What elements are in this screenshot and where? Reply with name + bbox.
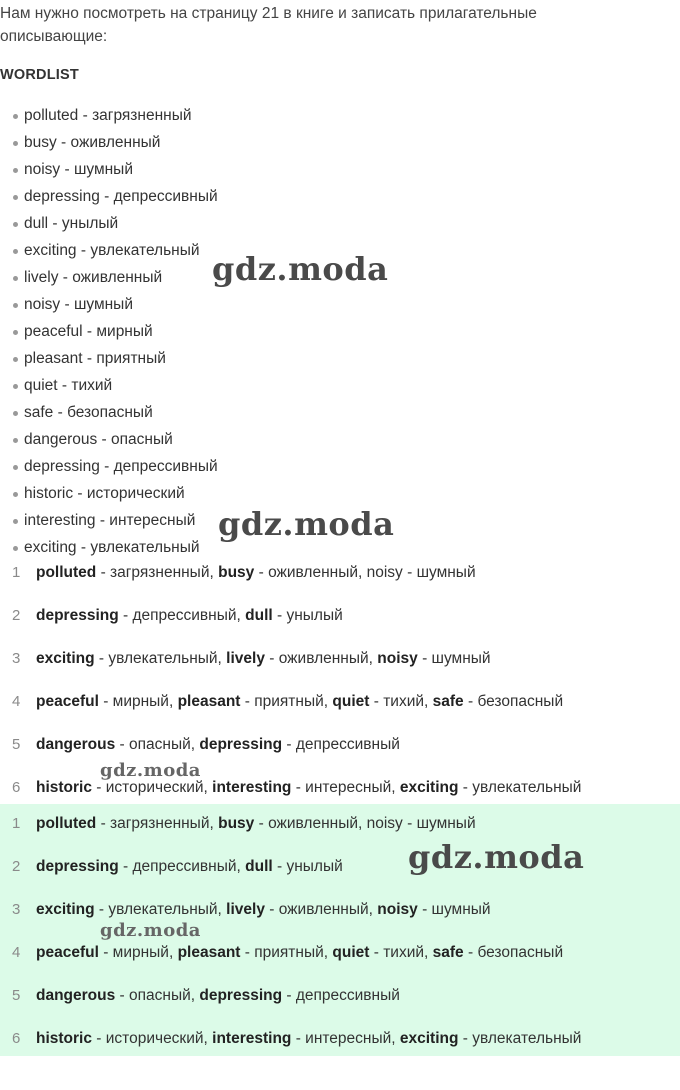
answer-translation: - приятный,	[240, 693, 333, 710]
answer-word: exciting	[399, 1030, 459, 1047]
watermark: gdz.moda	[212, 250, 389, 288]
wordlist-item	[0, 237, 218, 264]
wordlist-heading: WORDLIST	[0, 67, 79, 83]
answer-text	[36, 563, 476, 583]
answer-word: historic	[36, 779, 92, 796]
bullet-icon	[13, 492, 18, 497]
answer-word: quiet	[332, 944, 370, 961]
bullet-icon	[13, 411, 18, 416]
bullet-icon	[13, 546, 18, 551]
answer-word: lively	[226, 901, 265, 918]
answer-word: exciting	[399, 779, 459, 796]
answer-text	[36, 857, 343, 877]
watermark: gdz.moda	[100, 760, 201, 781]
answer-word: noisy	[377, 650, 418, 667]
wordlist-item	[0, 318, 218, 345]
watermark: gdz.moda	[100, 920, 201, 941]
answer-word: safe	[432, 944, 464, 961]
answer-translation: - оживленный, noisy - шумный	[254, 564, 476, 581]
answer-translation: - опасный,	[115, 987, 200, 1004]
answer-number: 6	[12, 1030, 21, 1047]
answer-number: 5	[12, 987, 21, 1004]
answer-text	[36, 814, 476, 834]
wordlist-item	[0, 372, 218, 399]
bullet-icon	[13, 276, 18, 281]
bullet-icon	[13, 330, 18, 335]
answer-word: safe	[432, 693, 464, 710]
wordlist-item	[0, 210, 218, 237]
answer-number: 3	[12, 901, 21, 918]
answer-translation: - депрессивный	[282, 987, 400, 1004]
wordlist-item-text: interesting - интересный	[24, 512, 196, 529]
wordlist-item-text: noisy - шумный	[24, 296, 133, 313]
wordlist-item-text: pleasant - приятный	[24, 350, 166, 367]
wordlist-item	[0, 264, 218, 291]
wordlist-item	[0, 129, 218, 156]
answer-translation: - оживленный,	[264, 901, 378, 918]
bullet-icon	[13, 465, 18, 470]
answer-text	[36, 606, 343, 626]
bullet-icon	[13, 168, 18, 173]
answer-translation: - увлекательный	[458, 1030, 582, 1047]
bullet-icon	[13, 357, 18, 362]
wordlist-item	[0, 291, 218, 318]
bullet-icon	[13, 303, 18, 308]
wordlist-item-text: busy - оживленный	[24, 134, 161, 151]
answer-text	[36, 735, 400, 755]
answer-translation: - приятный,	[240, 944, 333, 961]
wordlist-item	[0, 102, 218, 129]
answer-translation: - тихий,	[369, 944, 433, 961]
wordlist-item-text: safe - безопасный	[24, 404, 153, 421]
answer-translation: - унылый	[272, 858, 343, 875]
answer-number: 3	[12, 650, 21, 667]
answer-translation: - исторический,	[91, 1030, 213, 1047]
answer-text	[36, 649, 491, 669]
wordlist-item	[0, 480, 218, 507]
wordlist-item-text: exciting - увлекательный	[24, 242, 200, 259]
bullet-icon	[13, 195, 18, 200]
wordlist-item-text: noisy - шумный	[24, 161, 133, 178]
answer-translation: - интересный,	[291, 1030, 400, 1047]
answer-translation: - загрязненный,	[96, 815, 219, 832]
answer-translation: - депрессивный,	[118, 607, 246, 624]
answer-translation: - безопасный	[463, 944, 564, 961]
answer-word: dull	[245, 607, 273, 624]
answer-number: 4	[12, 693, 21, 710]
answer-word: dangerous	[36, 736, 116, 753]
bullet-icon	[13, 222, 18, 227]
answer-word: historic	[36, 1030, 92, 1047]
answer-word: dull	[245, 858, 273, 875]
answer-word: depressing	[199, 736, 283, 753]
answer-word: polluted	[36, 815, 97, 832]
watermark: gdz.moda	[218, 505, 395, 543]
answer-text	[36, 1029, 581, 1049]
answer-word: depressing	[36, 858, 119, 875]
answer-text	[36, 692, 563, 712]
wordlist-item-text: quiet - тихий	[24, 377, 113, 394]
wordlist-item-text: depressing - депрессивный	[24, 458, 218, 475]
answer-translation: - опасный,	[115, 736, 200, 753]
answer-word: busy	[218, 815, 255, 832]
answer-number: 6	[12, 779, 21, 796]
answer-number: 2	[12, 858, 21, 875]
bullet-icon	[13, 114, 18, 119]
wordlist-item-text: historic - исторический	[24, 485, 185, 502]
answer-text	[36, 778, 581, 798]
answer-translation: - тихий,	[369, 693, 433, 710]
bullet-icon	[13, 519, 18, 524]
wordlist	[0, 102, 218, 561]
answer-word: depressing	[199, 987, 283, 1004]
wordlist-item-text: dull - унылый	[24, 215, 119, 232]
answer-translation: - мирный,	[98, 944, 178, 961]
answer-translation: - увлекательный,	[94, 901, 227, 918]
answer-word: interesting	[212, 779, 292, 796]
wordlist-item	[0, 345, 218, 372]
answer-word: busy	[218, 564, 255, 581]
answer-translation: - исторический,	[91, 779, 213, 796]
answer-text	[36, 943, 563, 963]
answer-word: peaceful	[36, 693, 99, 710]
answer-translation: - шумный	[417, 650, 491, 667]
wordlist-item-text: dangerous - опасный	[24, 431, 173, 448]
intro-text: Нам нужно посмотреть на страницу 21 в книге и записать прилагательные описывающие:	[0, 5, 537, 45]
wordlist-item-text: lively - оживленный	[24, 269, 163, 286]
wordlist-item	[0, 399, 218, 426]
answer-text	[36, 900, 491, 920]
answer-translation: - интересный,	[291, 779, 400, 796]
wordlist-item	[0, 453, 218, 480]
answer-word: exciting	[36, 650, 95, 667]
answer-text	[36, 986, 400, 1006]
bullet-icon	[13, 438, 18, 443]
wordlist-item	[0, 426, 218, 453]
answer-number: 2	[12, 607, 21, 624]
answer-translation: - увлекательный,	[94, 650, 227, 667]
wordlist-item	[0, 183, 218, 210]
wordlist-item-text: polluted - загрязненный	[24, 107, 192, 124]
bullet-icon	[13, 141, 18, 146]
answer-translation: - безопасный	[463, 693, 564, 710]
answer-translation: - унылый	[272, 607, 343, 624]
answer-word: pleasant	[177, 944, 241, 961]
answer-translation: - депрессивный,	[118, 858, 246, 875]
wordlist-item	[0, 534, 218, 561]
bullet-icon	[13, 249, 18, 254]
answer-translation: - депрессивный	[282, 736, 400, 753]
answer-word: dangerous	[36, 987, 116, 1004]
answer-translation: - увлекательный	[458, 779, 582, 796]
answer-number: 1	[12, 564, 21, 581]
wordlist-item	[0, 507, 218, 534]
answer-word: depressing	[36, 607, 119, 624]
wordlist-item	[0, 156, 218, 183]
answer-word: pleasant	[177, 693, 241, 710]
wordlist-item-text: peaceful - мирный	[24, 323, 153, 340]
answer-translation: - оживленный, noisy - шумный	[254, 815, 476, 832]
answer-translation: - мирный,	[98, 693, 178, 710]
answer-word: noisy	[377, 901, 418, 918]
answer-word: lively	[226, 650, 265, 667]
wordlist-item-text: depressing - депрессивный	[24, 188, 218, 205]
wordlist-item-text: exciting - увлекательный	[24, 539, 200, 556]
answer-word: interesting	[212, 1030, 292, 1047]
answer-word: exciting	[36, 901, 95, 918]
answer-translation: - загрязненный,	[96, 564, 219, 581]
watermark: gdz.moda	[408, 838, 585, 876]
answer-translation: - шумный	[417, 901, 491, 918]
answer-number: 4	[12, 944, 21, 961]
answer-word: peaceful	[36, 944, 99, 961]
answer-number: 1	[12, 815, 21, 832]
answer-number: 5	[12, 736, 21, 753]
answer-translation: - оживленный,	[264, 650, 378, 667]
answer-word: polluted	[36, 564, 97, 581]
answer-word: quiet	[332, 693, 370, 710]
bullet-icon	[13, 384, 18, 389]
